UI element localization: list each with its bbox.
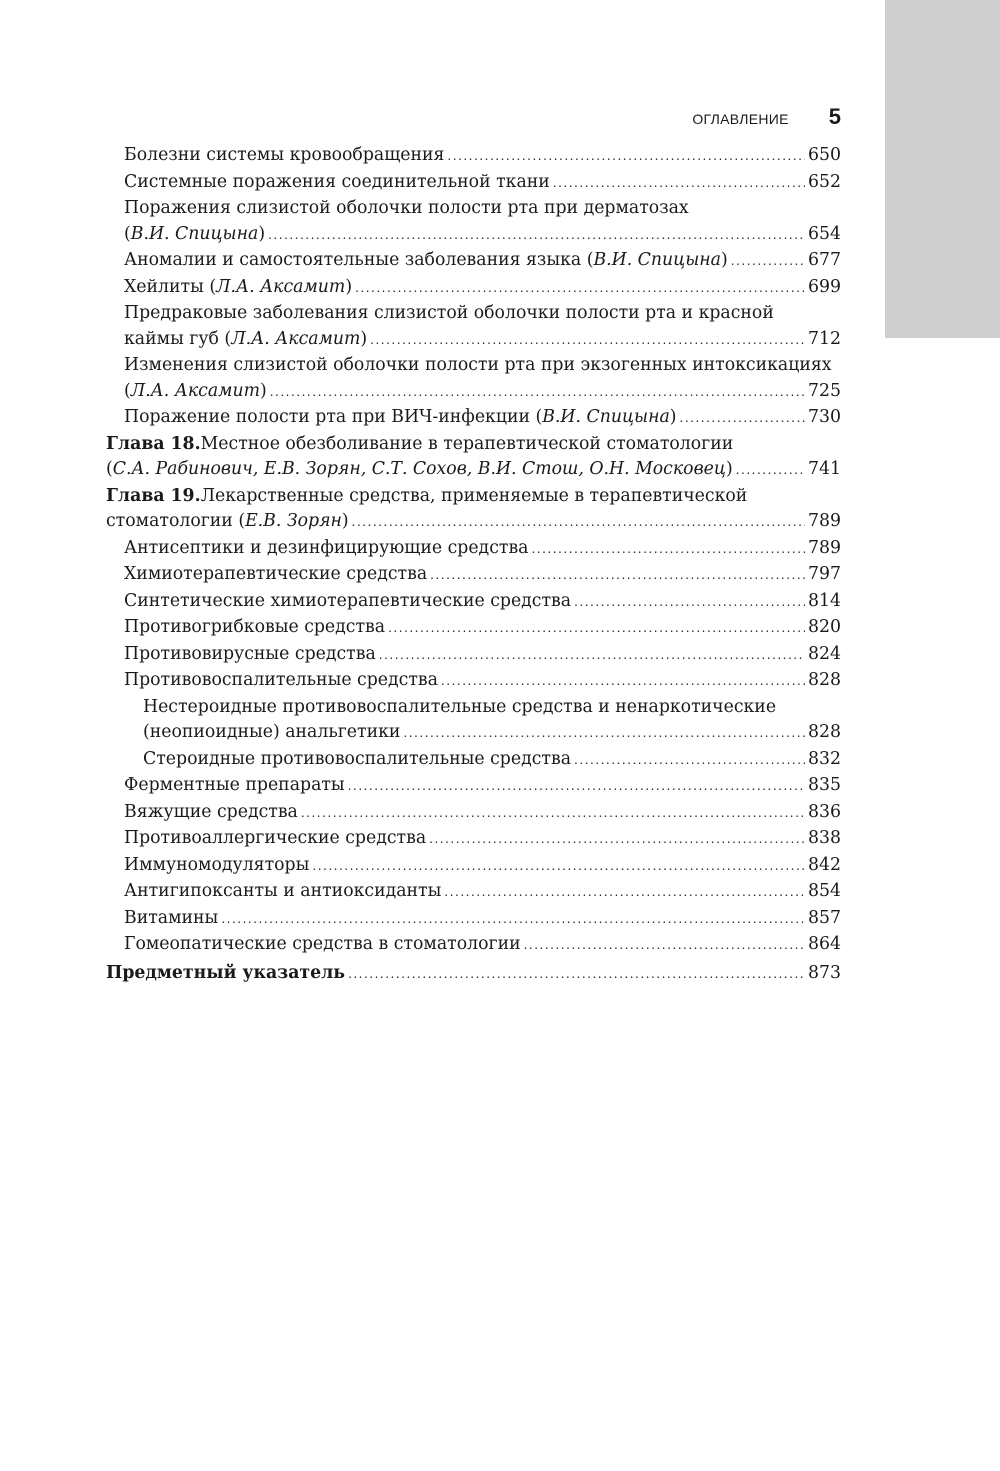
table-of-contents xyxy=(106,143,841,987)
toc-author: Л.А. Аксамит xyxy=(216,276,346,297)
toc-chapter-18[interactable]: Глава 18. Местное обезболивание в терапевтической стоматологии ( С.А. Рабинович, Е.В. Зорян, С.Т. Сохов, В.И. Стош, О.Н. Московец ) ..... 741 xyxy=(106,432,841,484)
toc-subentry[interactable]: Стероидные противовоспалительные средства ..... 832 xyxy=(106,747,841,774)
toc-author: Л.А. Аксамит xyxy=(130,380,260,401)
toc-entry[interactable]: Иммуномодуляторы ..... 842 xyxy=(106,853,841,880)
toc-entry[interactable]: Гомеопатические средства в стоматологии ..... 864 xyxy=(106,932,841,959)
toc-entry[interactable]: Предраковые заболевания слизистой оболочки полости рта и красной каймы губ ( Л.А. Аксамит ) ..... 712 xyxy=(106,301,841,353)
toc-entry[interactable]: Антисептики и дезинфицирующие средства ..... 789 xyxy=(106,536,841,563)
toc-author: В.И. Спицына xyxy=(542,407,670,427)
toc-entry[interactable]: Витамины ..... 857 xyxy=(106,906,841,933)
toc-entry[interactable]: Системные поражения соединительной ткани ..... 652 xyxy=(106,170,841,197)
toc-entry[interactable]: Аномалии и самостоятельные заболевания языка ( В.И. Спицына ) ..... 677 xyxy=(106,248,841,275)
running-header xyxy=(106,104,841,134)
toc-entry[interactable]: Противогрибковые средства ..... 820 xyxy=(106,615,841,642)
toc-entry[interactable]: Хейлиты ( Л.А. Аксамит ) ..... 699 xyxy=(106,275,841,302)
toc-entry[interactable]: Противовирусные средства ..... 824 xyxy=(106,642,841,669)
toc-subentry[interactable]: Нестероидные противовоспалительные средства и ненаркотические (неопиоидные) анальгетики ..... 828 xyxy=(106,695,841,747)
toc-entry[interactable]: Поражения слизистой оболочки полости рта при дерматозах ( В.И. Спицына ) ..... 654 xyxy=(106,196,841,248)
toc-author: Е.В. Зорян xyxy=(245,511,342,531)
chapter-label: Глава 18. xyxy=(106,433,201,454)
toc-entry[interactable]: Поражение полости рта при ВИЧ-инфекции ( В.И. Спицына ) ..... 730 xyxy=(106,405,841,432)
toc-author: Л.А. Аксамит xyxy=(231,328,361,349)
toc-author: С.А. Рабинович, Е.В. Зорян, С.Т. Сохов, В.И. Стош, О.Н. Московец xyxy=(112,459,726,479)
chapter-label: Глава 19. xyxy=(106,485,201,506)
page-number: 5 xyxy=(828,104,841,129)
toc-subject-index[interactable]: Предметный указатель ..... 873 xyxy=(106,961,841,988)
toc-entry[interactable]: Химиотерапевтические средства ..... 797 xyxy=(106,562,841,589)
side-tab-strip xyxy=(885,0,1000,338)
toc-entry[interactable]: Синтетические химиотерапевтические средства ..... 814 xyxy=(106,589,841,616)
toc-entry[interactable]: Антигипоксанты и антиоксиданты ..... 854 xyxy=(106,879,841,906)
running-title: ОГЛАВЛЕНИЕ xyxy=(692,111,789,127)
toc-entry[interactable]: Вяжущие средства ..... 836 xyxy=(106,800,841,827)
toc-author: В.И. Спицына xyxy=(593,250,721,270)
toc-entry[interactable]: Противовоспалительные средства ..... 828 xyxy=(106,668,841,695)
toc-entry[interactable]: Ферментные препараты ..... 835 xyxy=(106,773,841,800)
toc-author: В.И. Спицына xyxy=(130,223,259,244)
toc-entry[interactable]: Изменения слизистой оболочки полости рта при экзогенных интоксикациях ( Л.А. Аксамит ) ..... 725 xyxy=(106,353,841,405)
toc-chapter-19[interactable]: Глава 19. Лекарственные средства, применяемые в терапевтической стоматологии ( Е.В. Зорян ) ..... 789 xyxy=(106,484,841,536)
toc-entry[interactable]: Болезни системы кровообращения ..... 650 xyxy=(106,143,841,170)
toc-entry[interactable]: Противоаллергические средства ..... 838 xyxy=(106,826,841,853)
